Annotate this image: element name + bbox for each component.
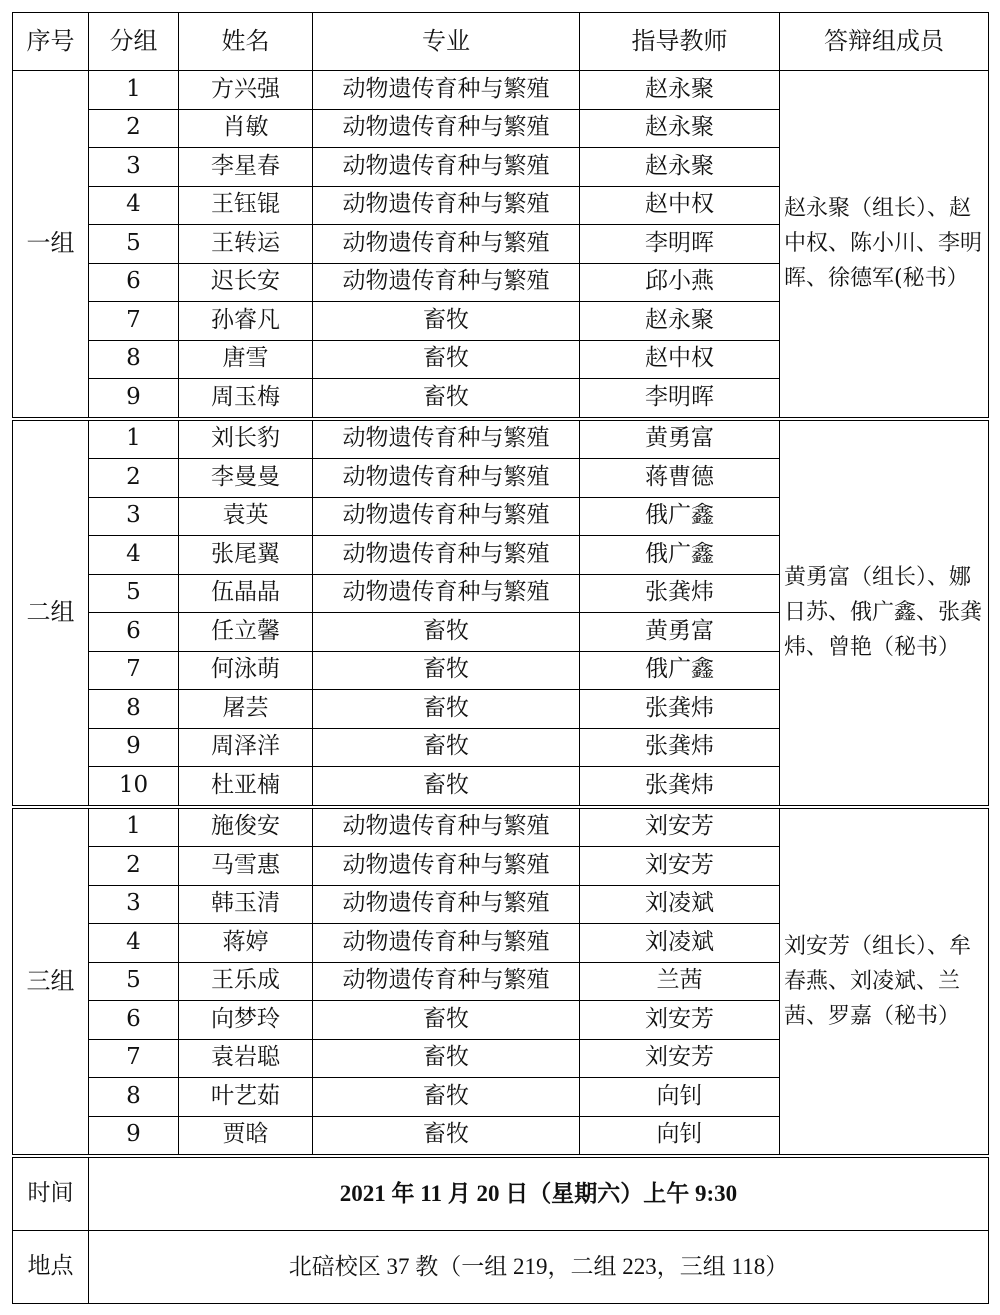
advisor: 赵永聚 — [580, 302, 780, 341]
row-number: 5 — [89, 962, 179, 1001]
advisor: 刘安芳 — [580, 807, 780, 847]
student-name: 杜亚楠 — [179, 767, 313, 807]
table-body — [13, 71, 989, 1157]
advisor: 张龚炜 — [580, 690, 780, 729]
student-name: 唐雪 — [179, 340, 313, 379]
major: 畜牧 — [313, 1078, 580, 1117]
advisor: 刘安芳 — [580, 847, 780, 886]
student-name: 方兴强 — [179, 71, 313, 110]
row-number: 8 — [89, 690, 179, 729]
advisor: 张龚炜 — [580, 767, 780, 807]
row-number: 8 — [89, 1078, 179, 1117]
advisor: 邱小燕 — [580, 263, 780, 302]
advisor: 张龚炜 — [580, 728, 780, 767]
advisor: 刘安芳 — [580, 1001, 780, 1040]
committee-members: 黄勇富（组长）、娜日苏、俄广鑫、张龚炜、曾艳（秘书） — [780, 419, 989, 807]
student-name: 马雪惠 — [179, 847, 313, 886]
student-name: 李星春 — [179, 148, 313, 187]
row-number: 6 — [89, 1001, 179, 1040]
student-name: 何泳萌 — [179, 651, 313, 690]
row-number: 4 — [89, 924, 179, 963]
advisor: 俄广鑫 — [580, 536, 780, 575]
advisor: 赵中权 — [580, 186, 780, 225]
major: 畜牧 — [313, 690, 580, 729]
advisor: 俄广鑫 — [580, 497, 780, 536]
major: 动物遗传育种与繁殖 — [313, 186, 580, 225]
row-number: 2 — [89, 847, 179, 886]
student-name: 王乐成 — [179, 962, 313, 1001]
advisor: 蒋曹德 — [580, 459, 780, 498]
header-cell: 指导教师 — [580, 13, 780, 71]
student-name: 叶艺茹 — [179, 1078, 313, 1117]
row-number: 7 — [89, 651, 179, 690]
header-cell: 答辩组成员 — [780, 13, 989, 71]
student-name: 王钰锟 — [179, 186, 313, 225]
row-number: 3 — [89, 497, 179, 536]
student-name: 周泽洋 — [179, 728, 313, 767]
major: 畜牧 — [313, 1039, 580, 1078]
advisor: 黄勇富 — [580, 419, 780, 459]
row-number: 1 — [89, 71, 179, 110]
student-name: 伍晶晶 — [179, 574, 313, 613]
place-row — [13, 1231, 989, 1304]
advisor: 兰茜 — [580, 962, 780, 1001]
advisor: 向钊 — [580, 1078, 780, 1117]
major: 动物遗传育种与繁殖 — [313, 148, 580, 187]
major: 动物遗传育种与繁殖 — [313, 962, 580, 1001]
row-number: 6 — [89, 263, 179, 302]
row-number: 4 — [89, 536, 179, 575]
student-name: 迟长安 — [179, 263, 313, 302]
group-label: 三组 — [13, 807, 89, 1157]
major: 畜牧 — [313, 728, 580, 767]
advisor: 刘凌斌 — [580, 924, 780, 963]
major: 动物遗传育种与繁殖 — [313, 924, 580, 963]
row-number: 9 — [89, 379, 179, 419]
defense-schedule-table — [12, 12, 989, 1304]
advisor: 黄勇富 — [580, 613, 780, 652]
row-number: 7 — [89, 1039, 179, 1078]
row-number: 7 — [89, 302, 179, 341]
major: 动物遗传育种与繁殖 — [313, 459, 580, 498]
header-cell: 分组 — [89, 13, 179, 71]
row-number: 9 — [89, 728, 179, 767]
student-name: 李曼曼 — [179, 459, 313, 498]
major: 动物遗传育种与繁殖 — [313, 419, 580, 459]
row-number: 5 — [89, 574, 179, 613]
student-name: 袁英 — [179, 497, 313, 536]
row-number: 9 — [89, 1116, 179, 1156]
group-label: 二组 — [13, 419, 89, 807]
major: 畜牧 — [313, 1116, 580, 1156]
advisor: 刘安芳 — [580, 1039, 780, 1078]
header-cell: 序号 — [13, 13, 89, 71]
table-row — [13, 807, 989, 847]
row-number: 6 — [89, 613, 179, 652]
student-name: 蒋婷 — [179, 924, 313, 963]
advisor: 刘凌斌 — [580, 885, 780, 924]
student-name: 肖敏 — [179, 109, 313, 148]
row-number: 1 — [89, 419, 179, 459]
committee-members: 刘安芳（组长）、牟春燕、刘凌斌、兰茜、罗嘉（秘书） — [780, 807, 989, 1157]
major: 畜牧 — [313, 651, 580, 690]
header-cell: 专业 — [313, 13, 580, 71]
row-number: 3 — [89, 885, 179, 924]
header-cell: 姓名 — [179, 13, 313, 71]
major: 动物遗传育种与繁殖 — [313, 225, 580, 264]
advisor: 张龚炜 — [580, 574, 780, 613]
student-name: 王转运 — [179, 225, 313, 264]
student-name: 贾晗 — [179, 1116, 313, 1156]
row-number: 8 — [89, 340, 179, 379]
student-name: 袁岩聪 — [179, 1039, 313, 1078]
row-number: 5 — [89, 225, 179, 264]
major: 动物遗传育种与繁殖 — [313, 885, 580, 924]
student-name: 屠芸 — [179, 690, 313, 729]
advisor: 赵永聚 — [580, 109, 780, 148]
committee-members: 赵永聚（组长）、赵中权、陈小川、李明晖、徐德军(秘书） — [780, 71, 989, 419]
major: 畜牧 — [313, 613, 580, 652]
row-number: 2 — [89, 109, 179, 148]
student-name: 向梦玲 — [179, 1001, 313, 1040]
student-name: 孙睿凡 — [179, 302, 313, 341]
row-number: 1 — [89, 807, 179, 847]
time-label: 时间 — [13, 1156, 89, 1231]
student-name: 任立馨 — [179, 613, 313, 652]
major: 动物遗传育种与繁殖 — [313, 574, 580, 613]
major: 畜牧 — [313, 340, 580, 379]
advisor: 向钊 — [580, 1116, 780, 1156]
advisor: 李明晖 — [580, 225, 780, 264]
major: 畜牧 — [313, 1001, 580, 1040]
row-number: 3 — [89, 148, 179, 187]
place-value: 北碚校区 37 教（一组 219，二组 223，三组 118） — [89, 1231, 989, 1304]
student-name: 刘长豹 — [179, 419, 313, 459]
row-number: 10 — [89, 767, 179, 807]
place-label: 地点 — [13, 1231, 89, 1304]
major: 动物遗传育种与繁殖 — [313, 536, 580, 575]
advisor: 赵永聚 — [580, 148, 780, 187]
student-name: 张尾翼 — [179, 536, 313, 575]
advisor: 李明晖 — [580, 379, 780, 419]
major: 动物遗传育种与繁殖 — [313, 847, 580, 886]
major: 动物遗传育种与繁殖 — [313, 71, 580, 110]
major: 畜牧 — [313, 379, 580, 419]
major: 动物遗传育种与繁殖 — [313, 263, 580, 302]
advisor: 俄广鑫 — [580, 651, 780, 690]
row-number: 4 — [89, 186, 179, 225]
major: 动物遗传育种与繁殖 — [313, 807, 580, 847]
table-row — [13, 71, 989, 110]
major: 畜牧 — [313, 302, 580, 341]
time-value: 2021 年 11 月 20 日（星期六）上午 9:30 — [89, 1156, 989, 1231]
time-row — [13, 1156, 989, 1231]
major: 动物遗传育种与繁殖 — [313, 109, 580, 148]
student-name: 施俊安 — [179, 807, 313, 847]
major: 畜牧 — [313, 767, 580, 807]
group-label: 一组 — [13, 71, 89, 419]
table-row — [13, 419, 989, 459]
advisor: 赵永聚 — [580, 71, 780, 110]
student-name: 韩玉清 — [179, 885, 313, 924]
advisor: 赵中权 — [580, 340, 780, 379]
student-name: 周玉梅 — [179, 379, 313, 419]
header-row — [13, 13, 989, 71]
major: 动物遗传育种与繁殖 — [313, 497, 580, 536]
row-number: 2 — [89, 459, 179, 498]
